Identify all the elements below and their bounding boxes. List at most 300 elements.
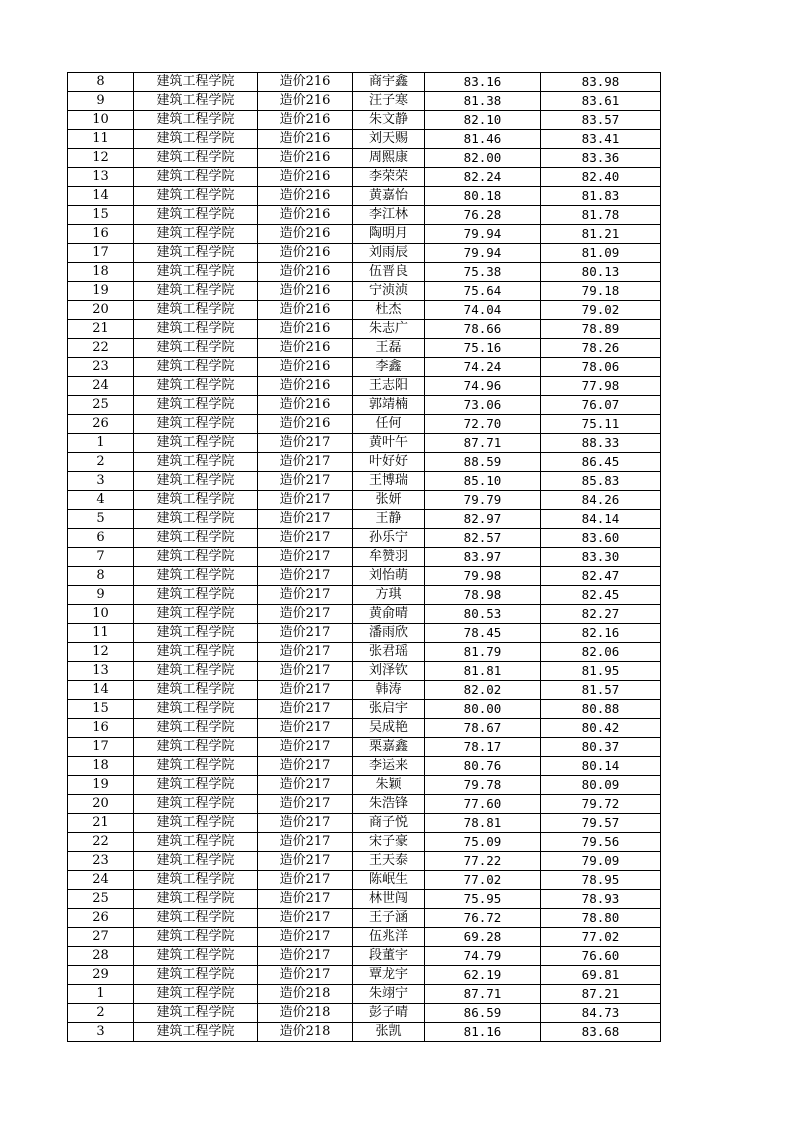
table-row: [68, 396, 661, 415]
rank-cell: 19: [68, 776, 134, 795]
score-b-cell: 81.78: [541, 206, 661, 225]
score-b-cell: 82.40: [541, 168, 661, 187]
name-cell: 刘怡萌: [353, 567, 425, 586]
score-b-cell: 78.80: [541, 909, 661, 928]
score-a-cell: 73.06: [425, 396, 541, 415]
name-cell: 张君瑶: [353, 643, 425, 662]
score-b-cell: 76.60: [541, 947, 661, 966]
score-a-cell: 79.78: [425, 776, 541, 795]
name-cell: 黄叶午: [353, 434, 425, 453]
college-cell: 建筑工程学院: [134, 605, 258, 624]
score-b-cell: 83.61: [541, 92, 661, 111]
score-b-cell: 80.42: [541, 719, 661, 738]
name-cell: 刘泽钦: [353, 662, 425, 681]
table-row: [68, 643, 661, 662]
college-cell: 建筑工程学院: [134, 909, 258, 928]
score-b-cell: 81.95: [541, 662, 661, 681]
class-cell: 造价216: [258, 149, 353, 168]
college-cell: 建筑工程学院: [134, 852, 258, 871]
score-b-cell: 82.27: [541, 605, 661, 624]
rank-cell: 9: [68, 92, 134, 111]
name-cell: 王博瑞: [353, 472, 425, 491]
name-cell: 李荣荣: [353, 168, 425, 187]
score-b-cell: 79.18: [541, 282, 661, 301]
table-row: [68, 567, 661, 586]
score-b-cell: 78.95: [541, 871, 661, 890]
rank-cell: 16: [68, 719, 134, 738]
college-cell: 建筑工程学院: [134, 871, 258, 890]
score-a-cell: 82.10: [425, 111, 541, 130]
name-cell: 伍兆洋: [353, 928, 425, 947]
class-cell: 造价216: [258, 339, 353, 358]
score-b-cell: 80.88: [541, 700, 661, 719]
class-cell: 造价217: [258, 700, 353, 719]
college-cell: 建筑工程学院: [134, 833, 258, 852]
college-cell: 建筑工程学院: [134, 92, 258, 111]
table-row: [68, 187, 661, 206]
score-b-cell: 79.02: [541, 301, 661, 320]
class-cell: 造价216: [258, 358, 353, 377]
score-b-cell: 79.57: [541, 814, 661, 833]
rank-cell: 24: [68, 871, 134, 890]
class-cell: 造价216: [258, 187, 353, 206]
rank-cell: 7: [68, 548, 134, 567]
score-a-cell: 78.17: [425, 738, 541, 757]
name-cell: 朱翊宁: [353, 985, 425, 1004]
table-row: [68, 833, 661, 852]
rank-cell: 5: [68, 510, 134, 529]
rank-cell: 8: [68, 73, 134, 92]
college-cell: 建筑工程学院: [134, 947, 258, 966]
score-b-cell: 84.73: [541, 1004, 661, 1023]
class-cell: 造价217: [258, 928, 353, 947]
name-cell: 李运来: [353, 757, 425, 776]
class-cell: 造价217: [258, 548, 353, 567]
rank-cell: 27: [68, 928, 134, 947]
score-b-cell: 77.02: [541, 928, 661, 947]
score-a-cell: 74.79: [425, 947, 541, 966]
name-cell: 郭靖楠: [353, 396, 425, 415]
college-cell: 建筑工程学院: [134, 586, 258, 605]
class-cell: 造价216: [258, 282, 353, 301]
table-row: [68, 757, 661, 776]
rank-cell: 23: [68, 358, 134, 377]
table-row: [68, 434, 661, 453]
college-cell: 建筑工程学院: [134, 757, 258, 776]
table-row: [68, 700, 661, 719]
college-cell: 建筑工程学院: [134, 776, 258, 795]
table-row: [68, 453, 661, 472]
score-b-cell: 82.47: [541, 567, 661, 586]
college-cell: 建筑工程学院: [134, 795, 258, 814]
score-b-cell: 81.09: [541, 244, 661, 263]
rank-cell: 24: [68, 377, 134, 396]
name-cell: 商宇鑫: [353, 73, 425, 92]
name-cell: 张凯: [353, 1023, 425, 1042]
table-row: [68, 130, 661, 149]
score-a-cell: 75.38: [425, 263, 541, 282]
class-cell: 造价217: [258, 719, 353, 738]
score-a-cell: 82.57: [425, 529, 541, 548]
rank-cell: 10: [68, 111, 134, 130]
table-row: [68, 1004, 661, 1023]
score-b-cell: 84.14: [541, 510, 661, 529]
rank-cell: 15: [68, 700, 134, 719]
class-cell: 造价217: [258, 909, 353, 928]
table-row: [68, 168, 661, 187]
table-row: [68, 263, 661, 282]
name-cell: 黄嘉怡: [353, 187, 425, 206]
table-row: [68, 605, 661, 624]
name-cell: 宁浈浈: [353, 282, 425, 301]
score-b-cell: 83.60: [541, 529, 661, 548]
rank-cell: 12: [68, 643, 134, 662]
class-cell: 造价216: [258, 244, 353, 263]
table-row: [68, 244, 661, 263]
college-cell: 建筑工程学院: [134, 244, 258, 263]
table-row: [68, 814, 661, 833]
rank-cell: 13: [68, 168, 134, 187]
name-cell: 张妍: [353, 491, 425, 510]
score-a-cell: 74.96: [425, 377, 541, 396]
college-cell: 建筑工程学院: [134, 111, 258, 130]
score-b-cell: 83.57: [541, 111, 661, 130]
name-cell: 栗嘉鑫: [353, 738, 425, 757]
college-cell: 建筑工程学院: [134, 928, 258, 947]
name-cell: 陈岷生: [353, 871, 425, 890]
name-cell: 刘天赐: [353, 130, 425, 149]
score-b-cell: 84.26: [541, 491, 661, 510]
table-row: [68, 947, 661, 966]
rank-cell: 17: [68, 244, 134, 263]
class-cell: 造价216: [258, 92, 353, 111]
score-b-cell: 80.13: [541, 263, 661, 282]
table-row: [68, 662, 661, 681]
score-b-cell: 83.30: [541, 548, 661, 567]
rank-cell: 8: [68, 567, 134, 586]
score-a-cell: 75.95: [425, 890, 541, 909]
score-a-cell: 79.98: [425, 567, 541, 586]
class-cell: 造价218: [258, 1023, 353, 1042]
score-b-cell: 77.98: [541, 377, 661, 396]
rank-cell: 21: [68, 814, 134, 833]
score-a-cell: 76.28: [425, 206, 541, 225]
college-cell: 建筑工程学院: [134, 719, 258, 738]
table-row: [68, 624, 661, 643]
score-a-cell: 72.70: [425, 415, 541, 434]
table-row: [68, 586, 661, 605]
score-b-cell: 79.72: [541, 795, 661, 814]
rank-cell: 1: [68, 985, 134, 1004]
score-a-cell: 80.76: [425, 757, 541, 776]
score-a-cell: 78.45: [425, 624, 541, 643]
rank-cell: 2: [68, 1004, 134, 1023]
table-row: [68, 681, 661, 700]
score-a-cell: 86.59: [425, 1004, 541, 1023]
rank-cell: 11: [68, 130, 134, 149]
score-b-cell: 86.45: [541, 453, 661, 472]
table-row: [68, 510, 661, 529]
score-a-cell: 78.66: [425, 320, 541, 339]
college-cell: 建筑工程学院: [134, 282, 258, 301]
rank-cell: 3: [68, 1023, 134, 1042]
name-cell: 刘雨辰: [353, 244, 425, 263]
table-row: [68, 529, 661, 548]
name-cell: 牟赞羽: [353, 548, 425, 567]
score-b-cell: 82.16: [541, 624, 661, 643]
name-cell: 方琪: [353, 586, 425, 605]
score-a-cell: 83.16: [425, 73, 541, 92]
score-b-cell: 78.26: [541, 339, 661, 358]
score-b-cell: 85.83: [541, 472, 661, 491]
class-cell: 造价216: [258, 320, 353, 339]
rank-cell: 10: [68, 605, 134, 624]
class-cell: 造价217: [258, 491, 353, 510]
class-cell: 造价216: [258, 130, 353, 149]
table-row: [68, 92, 661, 111]
name-cell: 叶好好: [353, 453, 425, 472]
class-cell: 造价218: [258, 985, 353, 1004]
college-cell: 建筑工程学院: [134, 966, 258, 985]
score-a-cell: 76.72: [425, 909, 541, 928]
rank-cell: 6: [68, 529, 134, 548]
college-cell: 建筑工程学院: [134, 453, 258, 472]
rank-cell: 15: [68, 206, 134, 225]
college-cell: 建筑工程学院: [134, 567, 258, 586]
name-cell: 杜杰: [353, 301, 425, 320]
class-cell: 造价217: [258, 434, 353, 453]
score-b-cell: 88.33: [541, 434, 661, 453]
college-cell: 建筑工程学院: [134, 529, 258, 548]
class-cell: 造价217: [258, 624, 353, 643]
score-a-cell: 74.24: [425, 358, 541, 377]
class-cell: 造价216: [258, 263, 353, 282]
score-b-cell: 83.36: [541, 149, 661, 168]
name-cell: 孙乐宁: [353, 529, 425, 548]
score-b-cell: 80.14: [541, 757, 661, 776]
rank-cell: 22: [68, 833, 134, 852]
score-b-cell: 75.11: [541, 415, 661, 434]
name-cell: 李鑫: [353, 358, 425, 377]
name-cell: 王志阳: [353, 377, 425, 396]
table-row: [68, 472, 661, 491]
name-cell: 朱颖: [353, 776, 425, 795]
score-a-cell: 87.71: [425, 434, 541, 453]
college-cell: 建筑工程学院: [134, 377, 258, 396]
score-b-cell: 81.57: [541, 681, 661, 700]
score-a-cell: 75.64: [425, 282, 541, 301]
score-a-cell: 81.16: [425, 1023, 541, 1042]
name-cell: 李江林: [353, 206, 425, 225]
rank-cell: 29: [68, 966, 134, 985]
college-cell: 建筑工程学院: [134, 472, 258, 491]
score-b-cell: 81.83: [541, 187, 661, 206]
rank-cell: 18: [68, 757, 134, 776]
table-row: [68, 282, 661, 301]
score-a-cell: 79.79: [425, 491, 541, 510]
college-cell: 建筑工程学院: [134, 206, 258, 225]
score-a-cell: 80.18: [425, 187, 541, 206]
college-cell: 建筑工程学院: [134, 358, 258, 377]
table-row: [68, 225, 661, 244]
score-b-cell: 80.37: [541, 738, 661, 757]
table-row: [68, 909, 661, 928]
class-cell: 造价217: [258, 776, 353, 795]
college-cell: 建筑工程学院: [134, 149, 258, 168]
table-row: [68, 890, 661, 909]
class-cell: 造价217: [258, 814, 353, 833]
table-row: [68, 111, 661, 130]
score-a-cell: 81.79: [425, 643, 541, 662]
class-cell: 造价217: [258, 453, 353, 472]
college-cell: 建筑工程学院: [134, 491, 258, 510]
class-cell: 造价216: [258, 73, 353, 92]
class-cell: 造价216: [258, 111, 353, 130]
score-a-cell: 77.22: [425, 852, 541, 871]
college-cell: 建筑工程学院: [134, 738, 258, 757]
rank-cell: 21: [68, 320, 134, 339]
name-cell: 彭子晴: [353, 1004, 425, 1023]
name-cell: 覃龙宇: [353, 966, 425, 985]
college-cell: 建筑工程学院: [134, 301, 258, 320]
rank-cell: 14: [68, 681, 134, 700]
class-cell: 造价217: [258, 871, 353, 890]
college-cell: 建筑工程学院: [134, 320, 258, 339]
rank-cell: 20: [68, 795, 134, 814]
class-cell: 造价218: [258, 1004, 353, 1023]
table-row: [68, 985, 661, 1004]
score-b-cell: 78.89: [541, 320, 661, 339]
table-row: [68, 966, 661, 985]
score-a-cell: 75.09: [425, 833, 541, 852]
class-cell: 造价217: [258, 833, 353, 852]
class-cell: 造价217: [258, 643, 353, 662]
class-cell: 造价217: [258, 966, 353, 985]
rank-cell: 13: [68, 662, 134, 681]
name-cell: 宋子豪: [353, 833, 425, 852]
score-b-cell: 79.56: [541, 833, 661, 852]
name-cell: 商子悦: [353, 814, 425, 833]
score-a-cell: 82.97: [425, 510, 541, 529]
college-cell: 建筑工程学院: [134, 681, 258, 700]
college-cell: 建筑工程学院: [134, 339, 258, 358]
score-b-cell: 81.21: [541, 225, 661, 244]
name-cell: 陶明月: [353, 225, 425, 244]
score-b-cell: 78.93: [541, 890, 661, 909]
score-b-cell: 82.06: [541, 643, 661, 662]
table-row: [68, 1023, 661, 1042]
score-a-cell: 81.46: [425, 130, 541, 149]
score-a-cell: 88.59: [425, 453, 541, 472]
rank-cell: 22: [68, 339, 134, 358]
table-row: [68, 339, 661, 358]
score-a-cell: 82.00: [425, 149, 541, 168]
score-table: [67, 72, 661, 1042]
name-cell: 朱文静: [353, 111, 425, 130]
name-cell: 朱浩锋: [353, 795, 425, 814]
score-b-cell: 82.45: [541, 586, 661, 605]
score-a-cell: 83.97: [425, 548, 541, 567]
name-cell: 王静: [353, 510, 425, 529]
score-a-cell: 80.53: [425, 605, 541, 624]
rank-cell: 26: [68, 909, 134, 928]
table-row: [68, 928, 661, 947]
table-row: [68, 358, 661, 377]
score-a-cell: 87.71: [425, 985, 541, 1004]
name-cell: 林世闯: [353, 890, 425, 909]
college-cell: 建筑工程学院: [134, 700, 258, 719]
score-a-cell: 78.98: [425, 586, 541, 605]
name-cell: 段董宇: [353, 947, 425, 966]
score-b-cell: 80.09: [541, 776, 661, 795]
college-cell: 建筑工程学院: [134, 643, 258, 662]
name-cell: 朱志广: [353, 320, 425, 339]
class-cell: 造价217: [258, 662, 353, 681]
rank-cell: 9: [68, 586, 134, 605]
rank-cell: 12: [68, 149, 134, 168]
score-a-cell: 78.81: [425, 814, 541, 833]
name-cell: 汪子寒: [353, 92, 425, 111]
class-cell: 造价216: [258, 225, 353, 244]
name-cell: 潘雨欣: [353, 624, 425, 643]
table-row: [68, 73, 661, 92]
class-cell: 造价217: [258, 529, 353, 548]
score-a-cell: 78.67: [425, 719, 541, 738]
rank-cell: 16: [68, 225, 134, 244]
name-cell: 张启宇: [353, 700, 425, 719]
table-row: [68, 852, 661, 871]
score-a-cell: 82.24: [425, 168, 541, 187]
rank-cell: 25: [68, 890, 134, 909]
class-cell: 造价217: [258, 738, 353, 757]
class-cell: 造价217: [258, 510, 353, 529]
score-a-cell: 74.04: [425, 301, 541, 320]
rank-cell: 1: [68, 434, 134, 453]
table-row: [68, 206, 661, 225]
rank-cell: 11: [68, 624, 134, 643]
class-cell: 造价217: [258, 605, 353, 624]
score-b-cell: 83.98: [541, 73, 661, 92]
score-b-cell: 83.68: [541, 1023, 661, 1042]
college-cell: 建筑工程学院: [134, 415, 258, 434]
table-row: [68, 795, 661, 814]
rank-cell: 25: [68, 396, 134, 415]
name-cell: 韩涛: [353, 681, 425, 700]
score-b-cell: 76.07: [541, 396, 661, 415]
college-cell: 建筑工程学院: [134, 1004, 258, 1023]
table-row: [68, 776, 661, 795]
class-cell: 造价217: [258, 567, 353, 586]
score-b-cell: 83.41: [541, 130, 661, 149]
college-cell: 建筑工程学院: [134, 396, 258, 415]
table-row: [68, 301, 661, 320]
name-cell: 周熙康: [353, 149, 425, 168]
name-cell: 王子涵: [353, 909, 425, 928]
rank-cell: 4: [68, 491, 134, 510]
class-cell: 造价216: [258, 377, 353, 396]
rank-cell: 3: [68, 472, 134, 491]
rank-cell: 17: [68, 738, 134, 757]
college-cell: 建筑工程学院: [134, 263, 258, 282]
table-row: [68, 320, 661, 339]
score-a-cell: 62.19: [425, 966, 541, 985]
college-cell: 建筑工程学院: [134, 624, 258, 643]
score-b-cell: 79.09: [541, 852, 661, 871]
college-cell: 建筑工程学院: [134, 168, 258, 187]
score-a-cell: 79.94: [425, 244, 541, 263]
class-cell: 造价217: [258, 795, 353, 814]
college-cell: 建筑工程学院: [134, 510, 258, 529]
